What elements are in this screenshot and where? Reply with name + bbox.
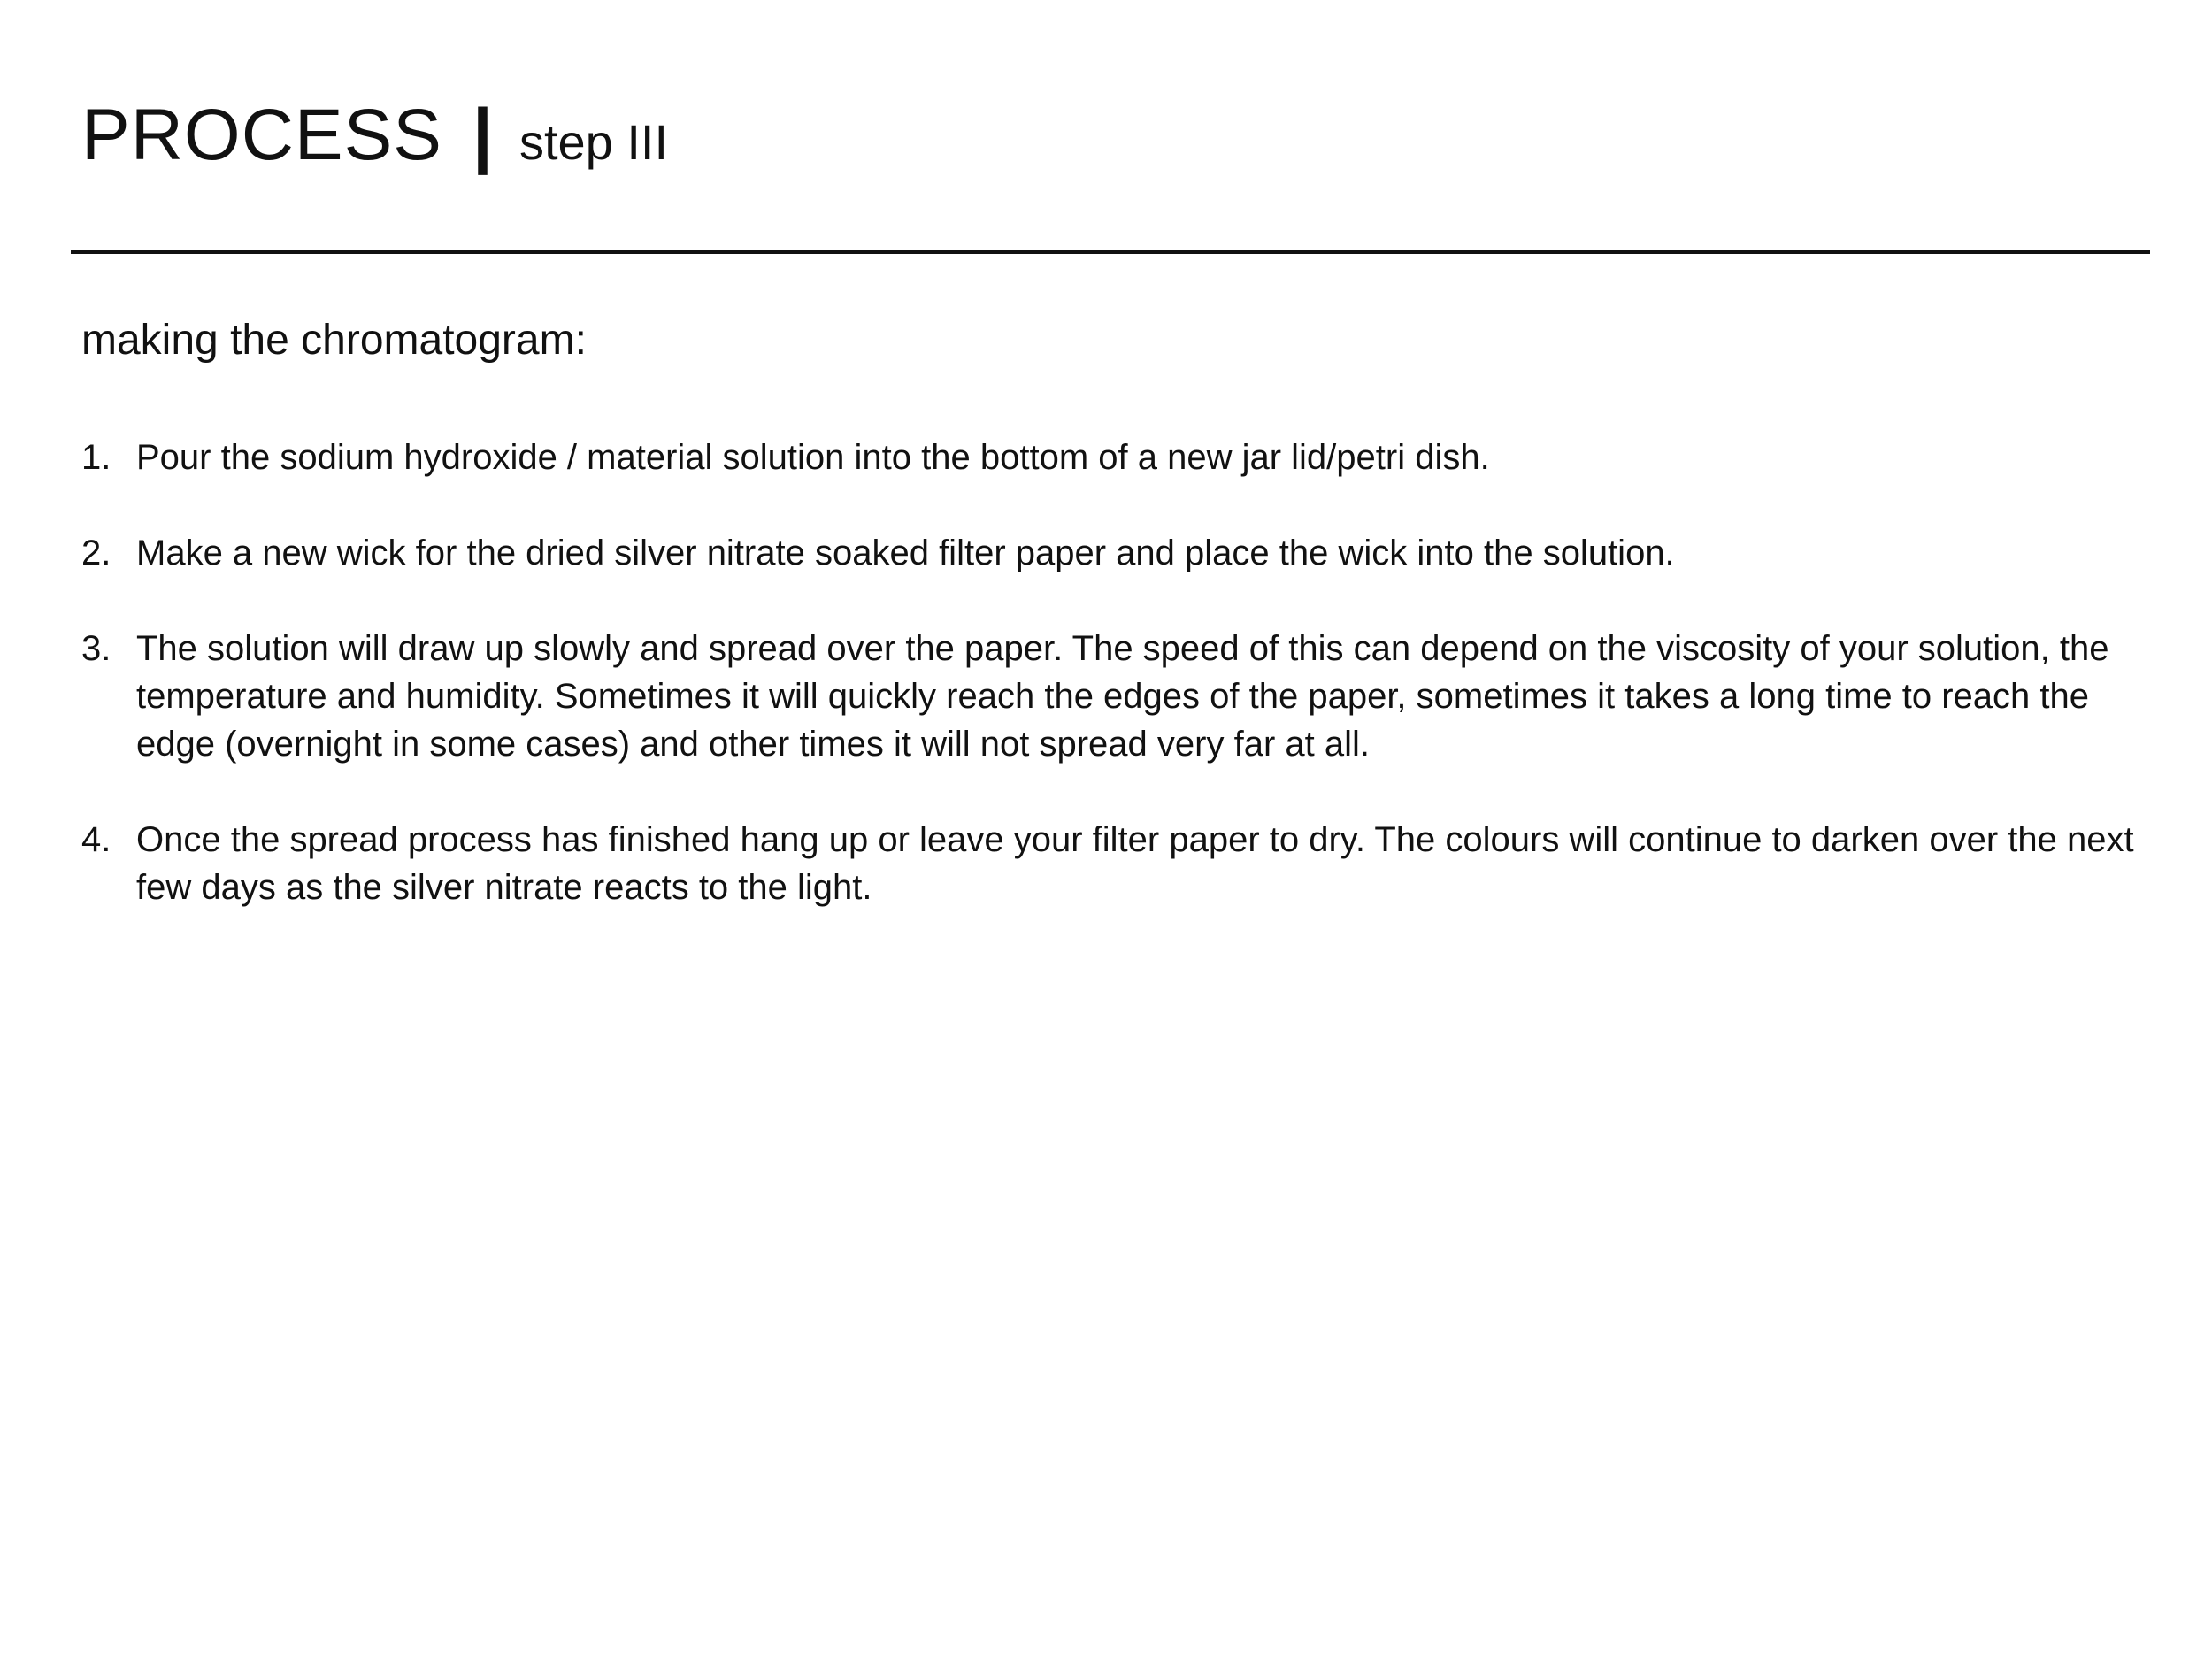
step-text: Once the spread process has finished hang up or leave your filter paper to dry. The colours will continue to darken over the next few days as the silver nitrate reacts to the light. (136, 820, 2134, 907)
title-subtitle: step III (518, 114, 669, 170)
header-divider (71, 250, 2150, 254)
step-item (81, 434, 2152, 481)
title-separator: | (472, 95, 493, 175)
step-item (81, 529, 2152, 577)
steps-list (81, 434, 2152, 959)
page-title (81, 95, 669, 175)
step-text: Make a new wick for the dried silver nitrate soaked filter paper and place the wick into the solution. (136, 534, 1675, 572)
step-text: The solution will draw up slowly and spread over the paper. The speed of this can depend on the viscosity of your solution, the temperature and humidity. Sometimes it will quickly reach the edges of the paper, sometimes it takes a long time to reach the edge (overnight in some cases) and other times it will not spread very far at all. (136, 629, 2109, 764)
step-number: 2. (81, 534, 111, 572)
step-number: 1. (81, 438, 111, 477)
title-text: PROCESS (81, 95, 442, 175)
step-number: 4. (81, 820, 111, 859)
step-item (81, 625, 2152, 768)
step-number: 3. (81, 629, 111, 668)
section-heading: making the chromatogram: (81, 317, 587, 364)
step-text: Pour the sodium hydroxide / material solution into the bottom of a new jar lid/petri dish. (136, 438, 1490, 477)
step-item (81, 816, 2152, 911)
